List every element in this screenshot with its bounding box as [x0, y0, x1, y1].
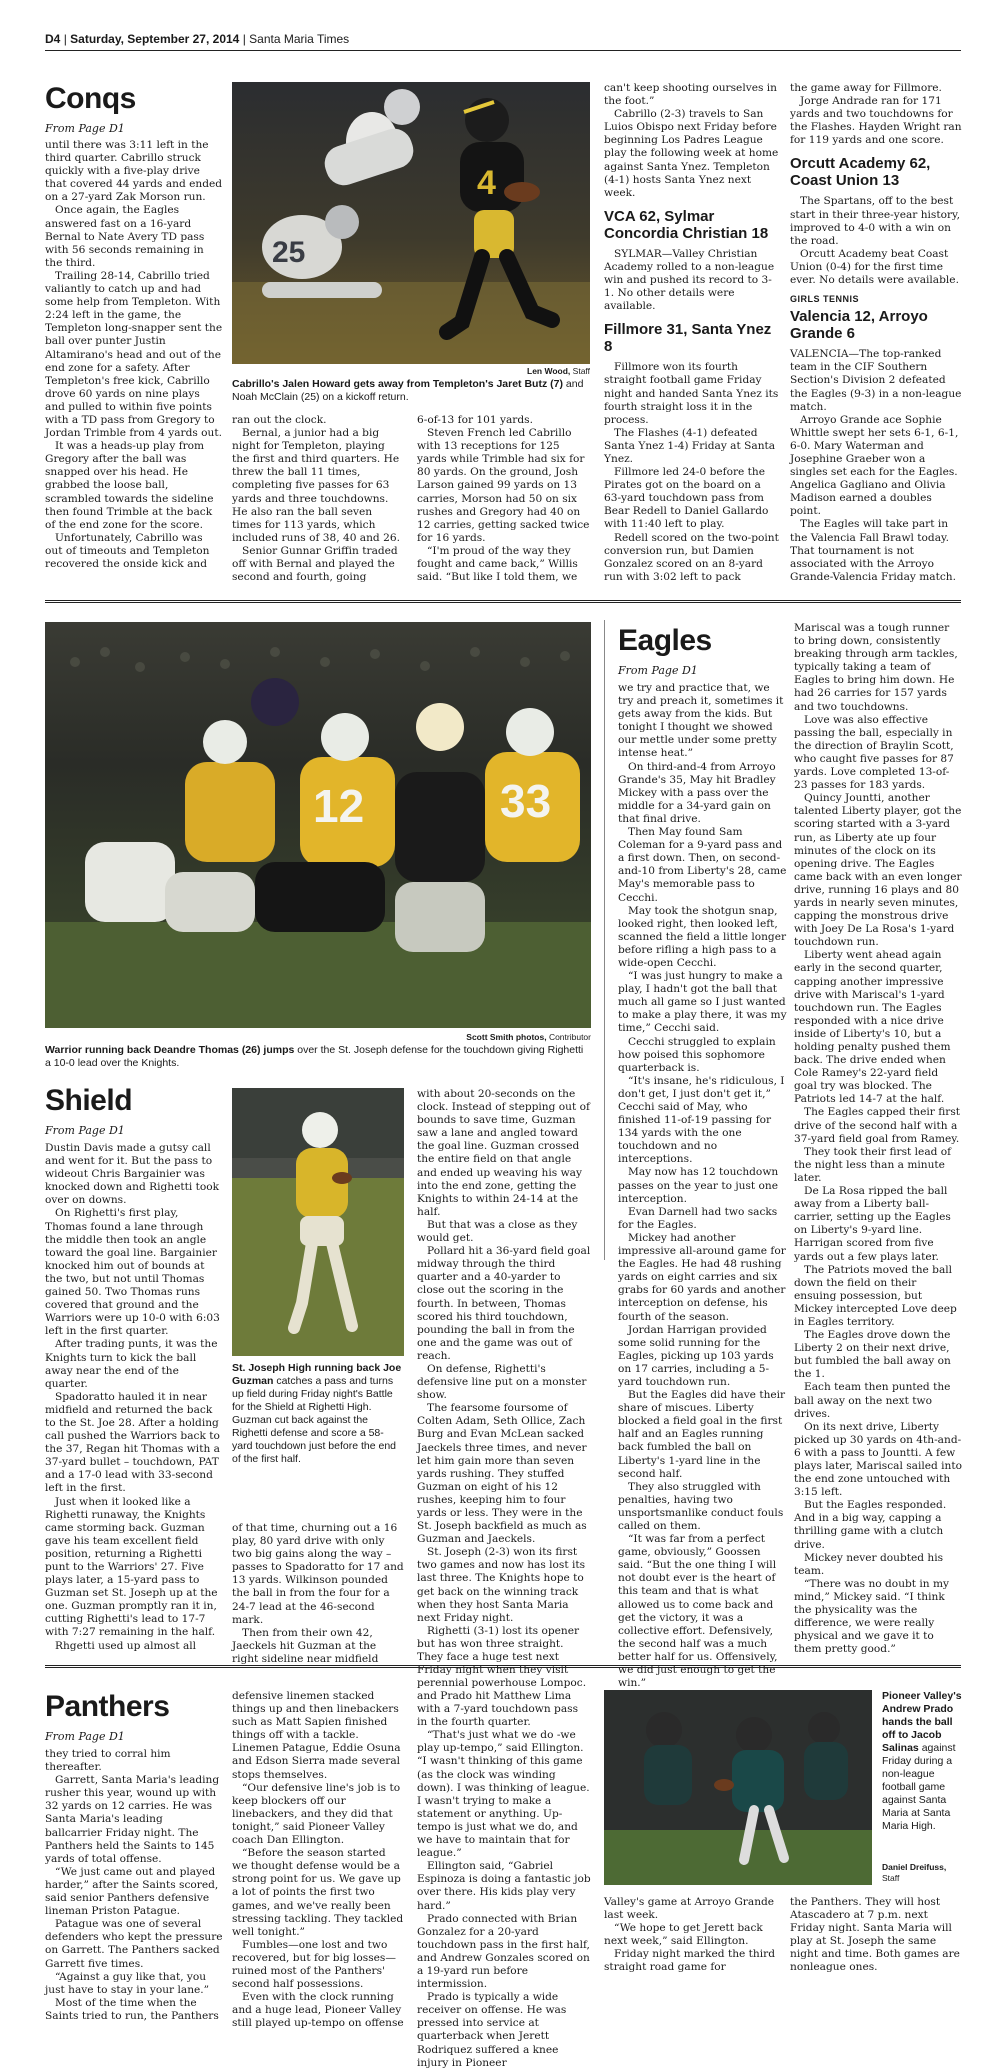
panthers-column-2 [232, 1690, 404, 2045]
paragraph: The Eagles will take part in the Valencia Fall Brawl today. That tournament is not associated with the Arroyo Grande-Valencia Friday match. [790, 518, 956, 583]
paragraph: Cabrillo (2-3) travels to San Luios Obispo next Friday before beginning Los Padres League play the following week at home against Santa Ynez. Templeton (4-1) hosts Santa Ynez next week. [604, 108, 779, 199]
shield-column-3 [417, 1088, 591, 1690]
caption-bold: Pioneer Valley's Andrew Prado hands the ball off to Jacob Salinas [882, 1690, 962, 1754]
paragraph: “We hope to get Jerett back next week,” said Ellington. [604, 1922, 763, 1948]
handoff-illustration [604, 1690, 872, 1885]
paragraph: Mickey never doubted his team. [794, 1551, 944, 1577]
paragraph: Redell scored on the two-point conversion run, but Damien Gonzalez scored on an 8-yard run with 3:02 left to pack [604, 531, 779, 583]
section-divider [45, 600, 961, 603]
caption-bold: St. Joseph High running back Joe Guzman [232, 1362, 402, 1387]
paragraph: Ellington said, “Gabriel Espinoza is doing a fantastic job over there. His kids play very hard.” [417, 1860, 591, 1912]
paragraph: But the Eagles responded. And in a big way, capping a thrilling game with a clutch drive. [794, 1499, 947, 1551]
orcutt-subhead: Orcutt Academy 62, Coast Union 13 [790, 155, 931, 190]
paragraph: They took their first lead of the night less than a minute later. [794, 1145, 952, 1184]
shield-jump: From Page D1 [45, 1124, 125, 1137]
paragraph: De La Rosa ripped the ball away from a Liberty ball-carrier, setting up the Eagles on Liberty's 9-yard line. Harrigan scored from five yards out a few plays later. [794, 1185, 951, 1263]
panthers-headline: Panthers [45, 1690, 170, 1723]
paragraph: Fillmore won its fourth straight football game Friday night and handed Santa Ynez its fourth straight loss it in the process. [604, 361, 779, 426]
paragraph: But that was a close as they would get. [417, 1218, 578, 1245]
paragraph: Orcutt Academy beat Coast Union (0-4) for the first time ever. No details were available. [790, 247, 959, 287]
conqs-photo-caption [232, 378, 590, 404]
conqs-jump: From Page D1 [45, 122, 125, 135]
paragraph: of that time, churning out a 16 play, 80 yard drive with only two big gains along the way – passes to Spadoratto for 17 and 13 yards. Wilkinson pounded the ball in from the four for a 24-7 lead at the 46-second mark. [232, 1522, 404, 1626]
paragraph: “I was just hungry to make a play, I hadn't got the ball that much all game so I just wanted to make a play there, it was my time,” Cecchi said. [618, 970, 787, 1035]
conqs-column-2 [232, 414, 404, 584]
paragraph: Valley's game at Arroyo Grande last week. [604, 1896, 775, 1922]
paragraph: Patague was one of several defenders who kept the pressure on Garrett. The Panthers sacked Garrett five times. [45, 1918, 223, 1970]
paragraph: But the Eagles did have their share of miscues. Liberty blocked a field goal in the first half and an Eagles running back fumbled the ball on Liberty's 1-yard line in the second half. [618, 1389, 786, 1480]
top-rule [45, 50, 961, 51]
paragraph: Liberty went ahead again early in the second quarter, capping another impressive drive with Mariscal's 1-yard touchdown run. The Eagles responded with a nice drive inside of Liberty's 10, but a holding penalty pushed them back. The drive ended when Cole Ramey's 22-yard field goal try was blocked. The Patriots led 14-7 at the half. [794, 949, 951, 1106]
page-number: D4 [45, 32, 61, 46]
roundup-column-2 [790, 82, 962, 587]
paragraph: “We just came out and played harder,” after the Saints scored, said senior Panthers defensive lineman Priston Patague. [45, 1865, 219, 1918]
paragraph: May took the shotgun snap, looked right, then looked left, scanned the field a little longer before rifling a high pass to a wide-open Cecchi. [618, 904, 787, 969]
paragraph: Fillmore led 24-0 before the Pirates got on the board on a 63-yard touchdown pass from Bear Redell to Daniel Gallardo with 11:40 left to play. [604, 466, 769, 531]
paragraph: Each team then punted the ball away on the next two drives. [794, 1381, 951, 1420]
paragraph: Righetti (3-1) lost its opener but has won three straight. They face a huge test next Friday night when they visit perennial powerhouse Lompoc. [417, 1624, 587, 1690]
paragraph: “That's just what we do -we play up-tempo,” said Ellington. “I wasn't thinking of this game (as the clock was winding down). I was thinking of league. I wasn't trying to make a statement or anything. Up-tempo is just what we do, and we have to maintain that for league.” [417, 1729, 590, 1860]
paragraph: St. Joseph (2-3) won its first two games and now has lost its last three. The Knights hope to get back on the winning track when they host Santa Maria next Friday night. [417, 1546, 586, 1624]
paragraph: After trading punts, it was the Knights turn to kick the ball away near the end of the quarter. [45, 1338, 218, 1390]
guzman-photo [232, 1088, 404, 1356]
conqs-photo-credit [440, 366, 590, 376]
prado-photo-caption [882, 1690, 964, 1833]
paragraph: “It was far from a perfect game, obviously,” Goossen said. “But the one thing I will not doubt ever is the heart of this team and that is what allowed us to come back and get the victory, it was a collective effort. Defensively, the second half was a much better half for us. Offensively, we did just enough to get the win.” [618, 1533, 778, 1690]
paragraph: Even with the clock running and a huge lead, Pioneer Valley still played up-tempo on offense [232, 1991, 404, 2030]
page-folio: D4 | Saturday, September 27, 2014 | Santa Maria Times [45, 32, 350, 46]
paragraph: “I'm proud of the way they fought and came back,” Willis said. “But like I told them, we [417, 544, 578, 584]
svg-text:33: 33 [500, 775, 552, 827]
paragraph: Friday night marked the third straight road game for [604, 1948, 775, 1974]
valencia-subhead: Valencia 12, Arroyo Grande 6 [790, 308, 928, 343]
credit-role: Contributor [548, 1032, 591, 1042]
paragraph: The Flashes (4-1) defeated Santa Ynez 1-4) Friday at Santa Ynez. [604, 426, 776, 465]
shield-column-1 [45, 1142, 223, 1652]
paragraph: The Eagles capped their first drive of the second half with a 37-yard field goal from Ramey. [794, 1106, 961, 1145]
warrior-photo-credit [391, 1032, 591, 1042]
paragraph: Trailing 28-14, Cabrillo tried valiantly to catch up and had some help from Templeton. With 2:24 left in the game, the Templeton long-snapper sent the ball over punter Justin Altamirano's head and out of the end zone for a safety. After Templeton's free kick, Cabrillo drove 60 yards on nine plays and pulled to within five points with a TD pass from Gregory to Jordan Trimble from 4 yards out. [45, 269, 223, 440]
caption-text: catches a pass and turns up field during Friday night's Battle for the Shield at Righetti High. Guzman cut back against the Righetti defense and score a 58-yard touchdown just before the end of the first half. [232, 1375, 397, 1465]
paragraph: “There was no doubt in my mind,” Mickey said. “I think the physicality was the difference, we were really physical and we gave it to them pretty good.” [794, 1577, 950, 1656]
paragraph: Mariscal was a tough runner to bring down, consistently breaking through arm tackles, typically taking a team of Eagles to bring him down. He had 26 carries for 157 yards and two touchdowns. [794, 622, 958, 713]
vca-subhead: VCA 62, Sylmar Concordia Christian 18 [604, 207, 769, 242]
column-rule [604, 620, 605, 1260]
eagles-headline: Eagles [618, 624, 712, 657]
paragraph: “Against a guy like that, you just have to stay in your lane.” [45, 1970, 210, 1996]
paragraph: they tried to corral him thereafter. [45, 1748, 171, 1774]
paragraph: Jorge Andrade ran for 171 yards and two touchdowns for the Flashes. Hayden Wright ran for 119 yards and one score. [790, 95, 962, 147]
paragraph: Love was also effective passing the ball, especially in the direction of Braylin Scott, who caught five passes for 87 yards. Love completed 13-of-23 passes for 183 yards. [794, 713, 954, 792]
panthers-column-5 [790, 1896, 962, 2046]
paragraph: Cecchi struggled to explain how poised this sophomore quarterback is. [618, 1035, 776, 1074]
paragraph: May now has 12 touchdown passes on the year to just one interception. [618, 1166, 779, 1205]
paragraph: until there was 3:11 left in the third quarter. Cabrillo struck quickly with a five-play drive that covered 44 yards and ended on a 27-yard Zak Morson run. [45, 139, 223, 204]
paragraph: Then from their own 42, Jaeckels hit Guzman at the right sideline near midfield [232, 1626, 379, 1665]
paragraph: Evan Darnell had two sacks for the Eagles. [618, 1205, 778, 1231]
paragraph: 6-of-13 for 101 yards. [417, 414, 533, 426]
caption-bold: Cabrillo's Jalen Howard gets away from Templeton's Jaret Butz (7) [232, 378, 563, 390]
conqs-headline: Conqs [45, 82, 136, 115]
paragraph: SYLMAR—Valley Christian Academy rolled to a non-league win and pushed its record to 3-1. No other details were available. [604, 247, 775, 313]
running-back-illustration [232, 1088, 404, 1356]
panthers-column-3 [417, 1690, 591, 2069]
paragraph: Steven French led Cabrillo with 13 receptions for 125 yards while Trimble had six for 80 yards. On the ground, Josh Larson gained 99 yards on 13 carries, Morson had 50 on six rushes and Gregory had 40 on 12 carries, getting sacked twice for 16 yards. [417, 427, 590, 544]
panthers-jump: From Page D1 [45, 1730, 125, 1743]
paragraph: the game away for Fillmore. [790, 82, 942, 94]
eagles-column-2 [794, 622, 962, 1656]
shield-headline: Shield [45, 1084, 133, 1117]
paragraph: Fumbles—one lost and two recovered, but for big losses—ruined most of the Panthers' second half possessions. [232, 1938, 396, 1991]
roundup-column-1 [604, 82, 780, 587]
credit-name: Len Wood, [527, 366, 571, 376]
football-photo-illustration [232, 82, 590, 364]
paper-name: Santa Maria Times [249, 32, 350, 46]
paragraph: Dustin Davis made a gutsy call and went for it. But the pass to wideout Chris Bargainier was knocked down and Righetti took over on downs. [45, 1142, 220, 1207]
warrior-photo-caption [45, 1044, 591, 1070]
paragraph: and Prado hit Matthew Lima with a 7-yard touchdown pass in the fourth quarter. [417, 1690, 579, 1729]
conqs-column-3 [417, 414, 590, 584]
paragraph: Unfortunately, Cabrillo was out of timeouts and Templeton recovered the onside kick and [45, 531, 210, 570]
svg-text:12: 12 [313, 780, 365, 832]
paragraph: can't keep shooting ourselves in the foot.” [604, 82, 777, 108]
paragraph: The Eagles drove down the Liberty 2 on their next drive, but fumbled the ball away on the 1. [794, 1329, 951, 1381]
warrior-touchdown-photo [45, 622, 591, 1028]
paragraph: The Spartans, off to the best start in their three-year history, improved to 4-0 with a win on the road. [790, 195, 961, 247]
credit-name: Scott Smith photos, [466, 1032, 547, 1042]
paragraph: Bernal, a junior had a big night for Templeton, playing the first and third quarters. He threw the ball 11 times, completing five passes for 63 yards and three touchdowns. He also ran the ball seven times for 113 yards, which included runs of 38, 40 and 26. [232, 427, 400, 544]
paragraph: They also struggled with penalties, having two unsportsmanlike conduct fouls called on them. [618, 1480, 784, 1532]
paragraph: Arroyo Grande ace Sophie Whittle swept her sets 6-1, 6-1, 6-0. Mary Waterman and Josephine Graeber won a singles set each for the Eagles. Angelica Gagliano and Olivia Madison earned a doubles point. [790, 413, 959, 518]
guzman-photo-caption [232, 1362, 404, 1466]
fillmore-subhead: Fillmore 31, Santa Ynez 8 [604, 321, 772, 356]
cabrillo-kickoff-photo [232, 82, 590, 364]
paragraph: Spadoratto hauled it in near midfield and returned the back to the St. Joe 28. After a holding call pushed the Warriors back to the 37, Regan hit Thomas with a 37-yard bullet – touchdown, PAT and a 17-0 lead with 33-second left in the first. [45, 1390, 220, 1495]
paragraph: Just when it looked like a Righetti runaway, the Knights came storming back. Guzman gave his team excellent field position, returning a Righetti punt to the Warriors' 27. Five plays later, a 15-yard pass to Guzman set St. Joseph up at the one. Guzman promptly ran it in, cutting Righetti's lead to 17-7 with 7:27 remaining in the half. [45, 1495, 218, 1639]
credit-role: Staff [572, 366, 590, 376]
paragraph: VALENCIA—The top-ranked team in the CIF Southern Section's Division 2 defeated the Eagles (9-3) in a non-league match. [790, 348, 962, 413]
paragraph: Garrett, Santa Maria's leading rusher this year, wound up with 32 yards on 12 carries. He was Santa Maria's leading ballcarrier Friday night. The Panthers held the Saints to 145 yards of total offense. [45, 1774, 220, 1865]
prado-photo-credit [882, 1862, 964, 1884]
caption-text: over the St. Joseph defense for the touchdown giving Righetti a 10-0 lead over the Knights. [45, 1044, 584, 1069]
paragraph: Once again, the Eagles answered fast on a 16-yard Bernal to Nate Avery TD pass with 56 seconds remaining in the third. [45, 204, 205, 269]
conqs-column-1 [45, 139, 223, 584]
football-pileup-illustration [45, 622, 591, 1028]
paragraph: Prado connected with Brian Gonzalez for a 20-yard touchdown pass in the first half, and Andrew Gonzales scored on a 19-yard run before intermission. [417, 1912, 590, 1991]
paragraph: we try and practice that, we try and preach it, sometimes it gets away from the kids. But tonight I thought we showed our mettle under some pretty intense heat.” [618, 682, 784, 760]
svg-text:25: 25 [272, 236, 306, 269]
paragraph: The Patriots moved the ball down the field on their ensuing possession, but Mickey intercepted Love deep in Eagles territory. [794, 1263, 957, 1328]
paragraph: the Panthers. They will host Atascadero at 7 p.m. next Friday night. Santa Maria will play at St. Joseph the same night and time. Both games are nonleague ones. [790, 1896, 960, 1974]
shield-column-2 [232, 1522, 404, 1665]
paragraph: “Our defensive line's job is to keep blockers off our linebackers, and they did that tonight,” said Pioneer Valley coach Dan Ellington. [232, 1781, 401, 1847]
paragraph: Pollard hit a 36-yard field goal midway through the third quarter and a 40-yarder to close out the scoring in the fourth. In between, Thomas scored his third touchdown, pounding the ball in from the one and the game was out of reach. [417, 1245, 591, 1362]
paragraph: “It's insane, he's ridiculous, I don't get, I just don't get it,” Cecchi said of May, who finished 11-of-19 passing for 134 yards with the one touchdown and no interceptions. [618, 1074, 785, 1166]
paragraph: Rhgetti used up almost all [55, 1639, 197, 1652]
paragraph: It was a heads-up play from Gregory after the ball was snapped over his head. He grabbed the loose ball, scrambled towards the sideline then found Trimble at the back of the end zone for the score. [45, 440, 214, 531]
svg-text:4: 4 [477, 164, 496, 202]
paragraph: On third-and-4 from Arroyo Grande's 35, May hit Bradley Mickey with a pass over the middle for a 34-yard gain on that final drive. [618, 760, 776, 825]
caption-text: against Friday during a non-league football game against Santa Maria at Santa Maria High. [882, 1742, 956, 1832]
caption-text: and Noah McClain (25) on a kickoff return. [232, 378, 584, 403]
page-date: Saturday, September 27, 2014 [70, 32, 240, 46]
paragraph: On Righetti's first play, Thomas found a lane through the middle then took an angle toward the goal line. Bargainier knocked him out of bounds at the two, but not until Thomas gained 50. Two Thomas runs covered that ground and the Warriors were up 10-0 with 6:03 left in the first quarter. [45, 1207, 220, 1338]
panthers-column-4 [604, 1896, 776, 2046]
paragraph: defensive linemen stacked things up and then linebackers such as Matt Sapien finished things off with a tackle. Linemen Patague, Eddie Osuna and Edson Sierra made several stops themselves. [232, 1690, 401, 1781]
girls-tennis-kicker: GIRLS TENNIS [790, 294, 860, 305]
eagles-jump: From Page D1 [618, 664, 698, 677]
credit-name: Daniel Dreifuss, [882, 1862, 947, 1872]
paragraph: with about 20-seconds on the clock. Instead of stepping out of bounds to save time, Guzman saw a lane and angled toward the goal line. Guzman crossed the entire field on that angle and ended up weaving his way into the end zone, getting the Knights to within 24-14 at the half. [417, 1088, 590, 1218]
section-divider [45, 1665, 961, 1668]
paragraph: Most of the time when the Saints tried to run, the Panthers [45, 1996, 219, 2022]
paragraph: “Before the season started we thought defense would be a strong point for us. We gave up a lot of points the first two games, and we've really been stressing tackling. They tackled well tonight.” [232, 1847, 404, 1938]
paragraph: Mickey had another impressive all-around game for the Eagles. He had 48 rushing yards on eight carries and six grabs for 60 yards and another interception on defense, his fourth of the season. [618, 1231, 786, 1323]
prado-handoff-photo [604, 1690, 872, 1885]
caption-bold: Warrior running back Deandre Thomas (26) jumps [45, 1044, 295, 1056]
paragraph: Jordan Harrigan provided some solid running for the Eagles, picking up 103 yards on 17 carries, including a 5-yard touchdown run. [618, 1323, 774, 1388]
paragraph: On defense, Righetti's defensive line put on a monster show. [417, 1362, 587, 1402]
paragraph: On its next drive, Liberty picked up 30 yards on 4th-and-6 with a pass to Jountti. A few plays later, Mariscal sailed into the end zone untouched with 3:15 left. [794, 1420, 962, 1499]
panthers-column-1 [45, 1748, 223, 2043]
credit-role: Staff [882, 1873, 900, 1883]
paragraph: The fearsome foursome of Colten Adam, Seth Ollice, Zach Burg and Evan McLean sacked Jaeckels three times, and never let him gain more than seven yards rushing. They stuffed Guzman on eight of his 12 rushes, keeping him to four yards or less. They were in the St. Joseph backfield as much as Guzman and Jaeckels. [417, 1402, 587, 1546]
paragraph: Prado is typically a wide receiver on offense. He was pressed into service at quarterback when Jerett Rodriquez suffered a knee injury in Pioneer [417, 1991, 567, 2069]
paragraph: Quincy Jountti, another talented Liberty player, got the scoring started with a 3-yard run, as Liberty ate up four minutes of the clock on its opening drive. The Eagles came back with an even longer drive, running 16 plays and 80 yards in nearly seven minutes, capping the monstrous drive with Joey De La Rosa's 1-yard touchdown run. [794, 792, 962, 949]
paragraph: Senior Gunnar Griffin traded off with Bernal and played the second and fourth, going [232, 544, 398, 584]
paragraph: ran out the clock. [232, 414, 327, 426]
eagles-column-1 [618, 682, 788, 1690]
paragraph: Then May found Sam Coleman for a 9-yard pass and a first down. Then, on second-and-10 from Liberty's 28, came May's memorable pass to Cecchi. [618, 826, 787, 904]
